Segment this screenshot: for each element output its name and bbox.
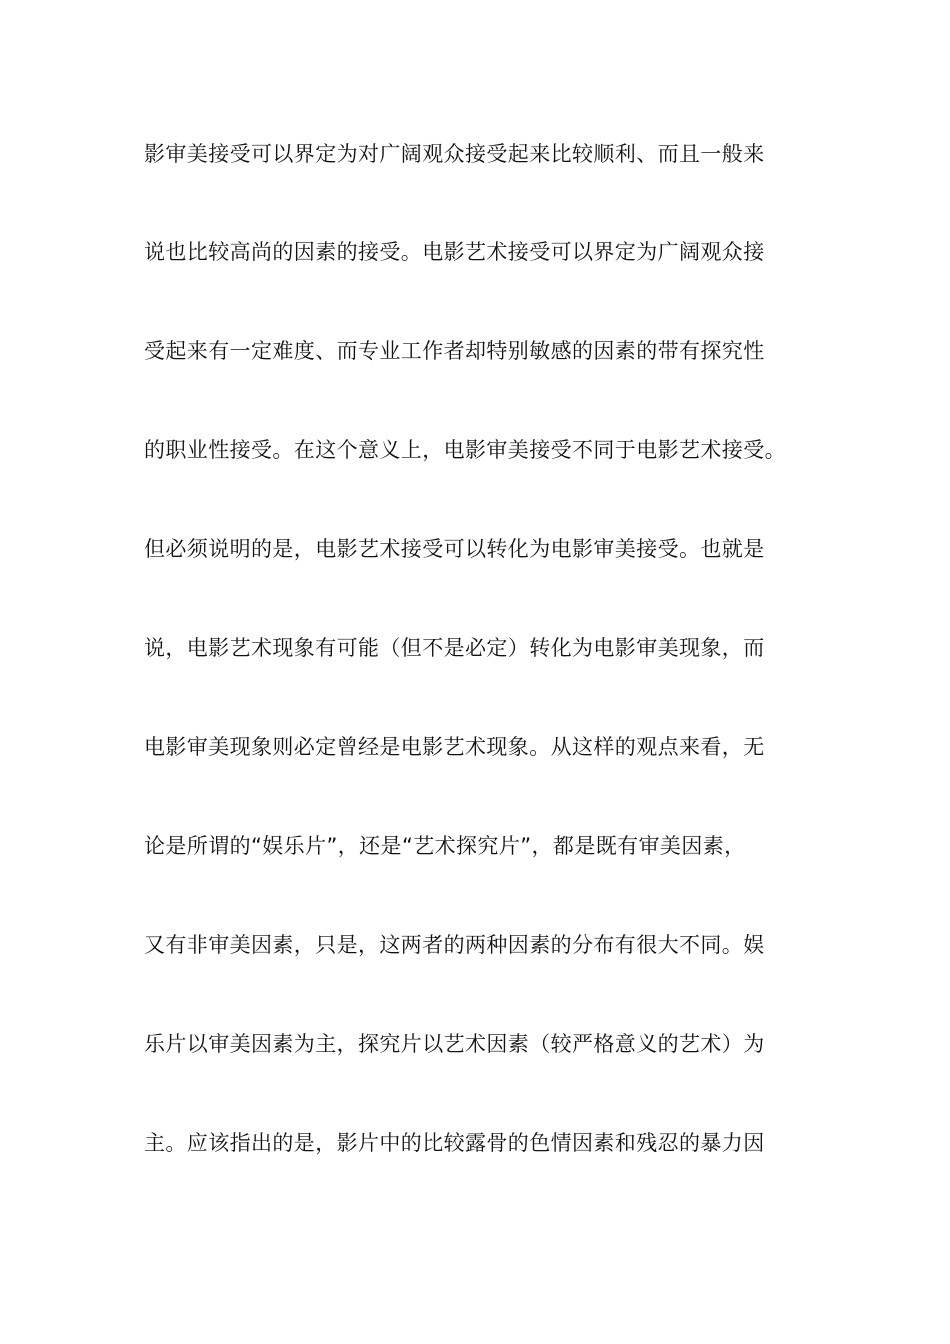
body-text-line: 的职业性接受。在这个意义上，电影审美接受不同于电影艺术接受。 — [144, 438, 786, 462]
body-text-line: 受起来有一定难度、而专业工作者却特别敏感的因素的带有探究性 — [144, 339, 765, 363]
body-text-line: 乐片以审美因素为主，探究片以艺术因素（较严格意义的艺术）为 — [144, 1032, 765, 1056]
body-text-line: 说，电影艺术现象有可能（但不是必定）转化为电影审美现象，而 — [144, 636, 765, 660]
body-text-line: 主。应该指出的是，影片中的比较露骨的色情因素和残忍的暴力因 — [144, 1131, 765, 1155]
body-text-line: 又有非审美因素，只是，这两者的两种因素的分布有很大不同。娱 — [144, 933, 765, 957]
body-text-line: 影审美接受可以界定为对广阔观众接受起来比较顺利、而且一般来 — [144, 142, 765, 166]
body-text-line: 论是所谓的“娱乐片”，还是“艺术探究片”，都是既有审美因素， — [144, 834, 746, 858]
body-text-line: 说也比较高尚的因素的接受。电影艺术接受可以界定为广阔观众接 — [144, 240, 765, 264]
body-text-line: 电影审美现象则必定曾经是电影艺术现象。从这样的观点来看，无 — [144, 735, 765, 759]
body-text-line: 但必须说明的是，电影艺术接受可以转化为电影审美接受。也就是 — [144, 537, 765, 561]
